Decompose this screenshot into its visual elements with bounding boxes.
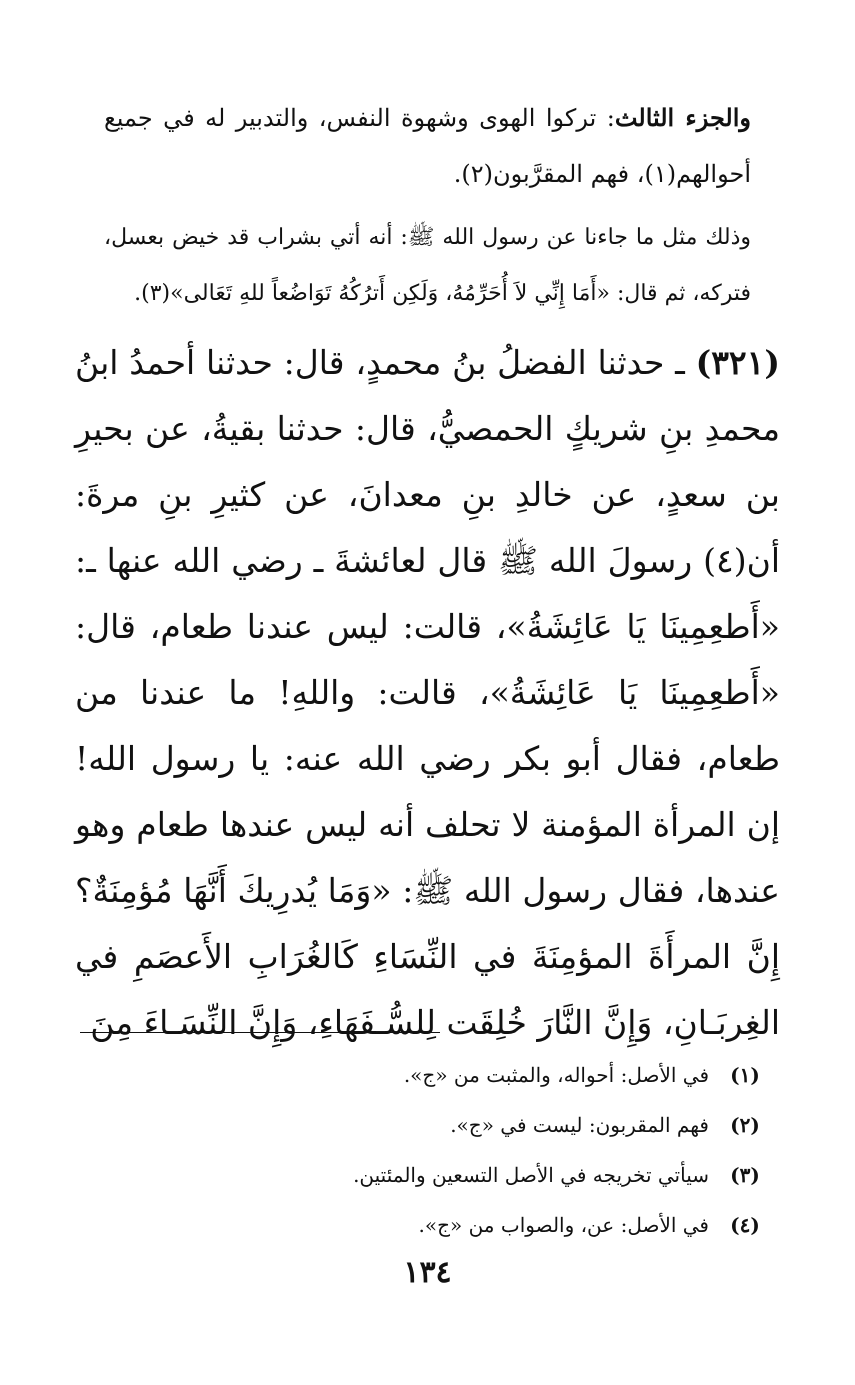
- footnote-number: (٤): [730, 1213, 760, 1237]
- paragraph-text: : تركوا الهوى وشهوة النفس، والتدبير له في جميع أحوالهم(١)، فهم المقرَّبون(٢).: [104, 104, 751, 188]
- paragraph-label: والجزء الثالث: [614, 103, 752, 132]
- footnotes: [80, 1050, 775, 1250]
- footnote: [80, 1150, 775, 1200]
- page-number: ١٣٤: [403, 1255, 452, 1290]
- hadith-number: (٣٢١): [695, 343, 780, 382]
- hadith-block: [75, 330, 780, 1056]
- footnote-text: في الأصل: عن، والصواب من «ج».: [418, 1213, 709, 1237]
- footnote: [80, 1100, 775, 1150]
- footnote-divider: [80, 1032, 440, 1033]
- footnote: [80, 1200, 775, 1250]
- footnote-text: في الأصل: أحواله، والمثبت من «ج».: [403, 1063, 709, 1087]
- footnote-text: سيأتي تخريجه في الأصل التسعين والمئتين.: [353, 1163, 709, 1187]
- hadith-text: ـ حدثنا الفضلُ بنُ محمدٍ، قال: حدثنا أحمدُ ابنُ محمدِ بنِ شريكٍ الحمصيُّ، قال: حدثنا بقيةُ، عن بحيرِ بن سعدٍ، عن خالدِ بنِ معدانَ، عن كثيرِ بنِ مرةَ: أن(٤) رسولَ الله ﷺ قال لعائشةَ ـ رضي الله عنها ـ: «أَطعِمِينَا يَا عَائِشَةُ»، قالت: ليس عندنا طعام، قال: «أَطعِمِينَا يَا عَائِشَةُ»، قالت: واللهِ! ما عندنا من طعام، فقال أبو بكر رضي الله عنه: يا رسول الله! إن المرأة المؤمنة لا تحلف أنه ليس عندها طعام وهو عندها، فقال رسول الله ﷺ: «وَمَا يُدرِيكَ أَنَّهَا مُؤمِنَةٌ؟ إِنَّ المرأَةَ المؤمِنَةَ في النِّسَاءِ كَالغُرَابِ الأَعصَمِ في الغِربَـانِ، وَإِنَّ النَّارَ خُلِقَت لِلسُّـفَهَاءِ، وَإِنَّ النِّسَـاءَ مِنَ: [75, 343, 780, 1042]
- paragraph-example: [104, 210, 751, 322]
- paragraph-text: وذلك مثل ما جاءنا عن رسول الله ﷺ: أنه أتي بشراب قد خيض بعسل، فتركه، ثم قال: «أَمَا إِنِّي لاَ أُحَرِّمُهُ، وَلَكِن أَترُكُهُ تَوَاضُعاً للهِ تَعَالى»(٣).: [104, 225, 751, 306]
- paragraph-third-part: [104, 90, 751, 202]
- footnote-text: فهم المقربون: ليست في «ج».: [450, 1113, 709, 1137]
- footnote-number: (٢): [730, 1113, 760, 1137]
- footnote-number: (٣): [730, 1163, 760, 1187]
- footnote: [80, 1050, 775, 1100]
- footnote-number: (١): [730, 1063, 760, 1087]
